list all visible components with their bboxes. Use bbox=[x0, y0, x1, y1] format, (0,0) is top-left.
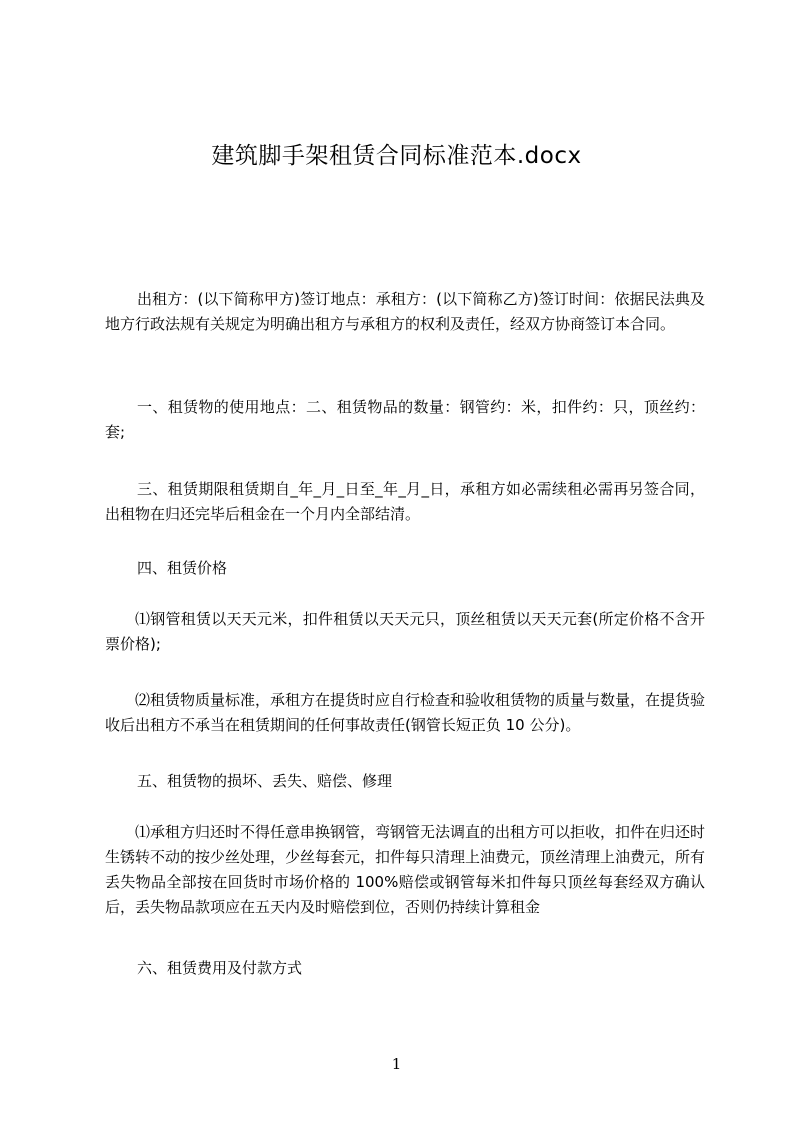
heading-damage-loss: 五、租赁物的损坏、丢失、赔偿、修理 bbox=[137, 772, 393, 790]
paragraph-return-compensation: ⑴承租方归还时不得任意串换钢管，弯钢管无法调直的出租方可以拒收，扣件在归还时生锈转不动的按少丝处理，少丝每套元，扣件每只清理上油费元，顶丝清理上油费元，所有丢失物品全部按在回货时市场价格的 100%赔偿或钢管每米扣件每只顶丝每套经双方确认后，丢失物品款项应在五天内及时赔偿到位，否则仍持续计算租金 bbox=[105, 823, 706, 916]
paragraph-quality-standard: ⑵租赁物质量标准，承租方在提货时应自行检查和验收租赁物的质量与数量，在提货验收后出租方不承当在租赁期间的任何事故责任(钢管长短正负 10 公分)。 bbox=[105, 691, 706, 734]
heading-lease-price: 四、租赁价格 bbox=[137, 559, 228, 577]
paragraph-parties: 出租方：(以下简称甲方)签订地点：承租方：(以下简称乙方)签订时间：依据民法典及地方行政法规有关规定为明确出租方与承租方的权利及责任，经双方协商签订本合同。 bbox=[105, 290, 705, 333]
paragraph-location-quantity: 一、租赁物的使用地点：二、租赁物品的数量：钢管约：米，扣件约：只，顶丝约：套; bbox=[105, 398, 705, 441]
heading-fees-payment: 六、租赁费用及付款方式 bbox=[137, 959, 303, 977]
paragraph-price-terms: ⑴钢管租赁以天天元米，扣件租赁以天天元只，顶丝租赁以天天元套(所定价格不含开票价格); bbox=[105, 610, 705, 653]
page-number: 1 bbox=[391, 1055, 402, 1073]
document-title: 建筑脚手架租赁合同标准范本.docx bbox=[211, 143, 582, 169]
paragraph-lease-term: 三、租赁期限租赁期自_年_月_日至_年_月_日，承租方如必需续租必需再另签合同，出租物在归还完毕后租金在一个月内全部结清。 bbox=[105, 480, 705, 523]
